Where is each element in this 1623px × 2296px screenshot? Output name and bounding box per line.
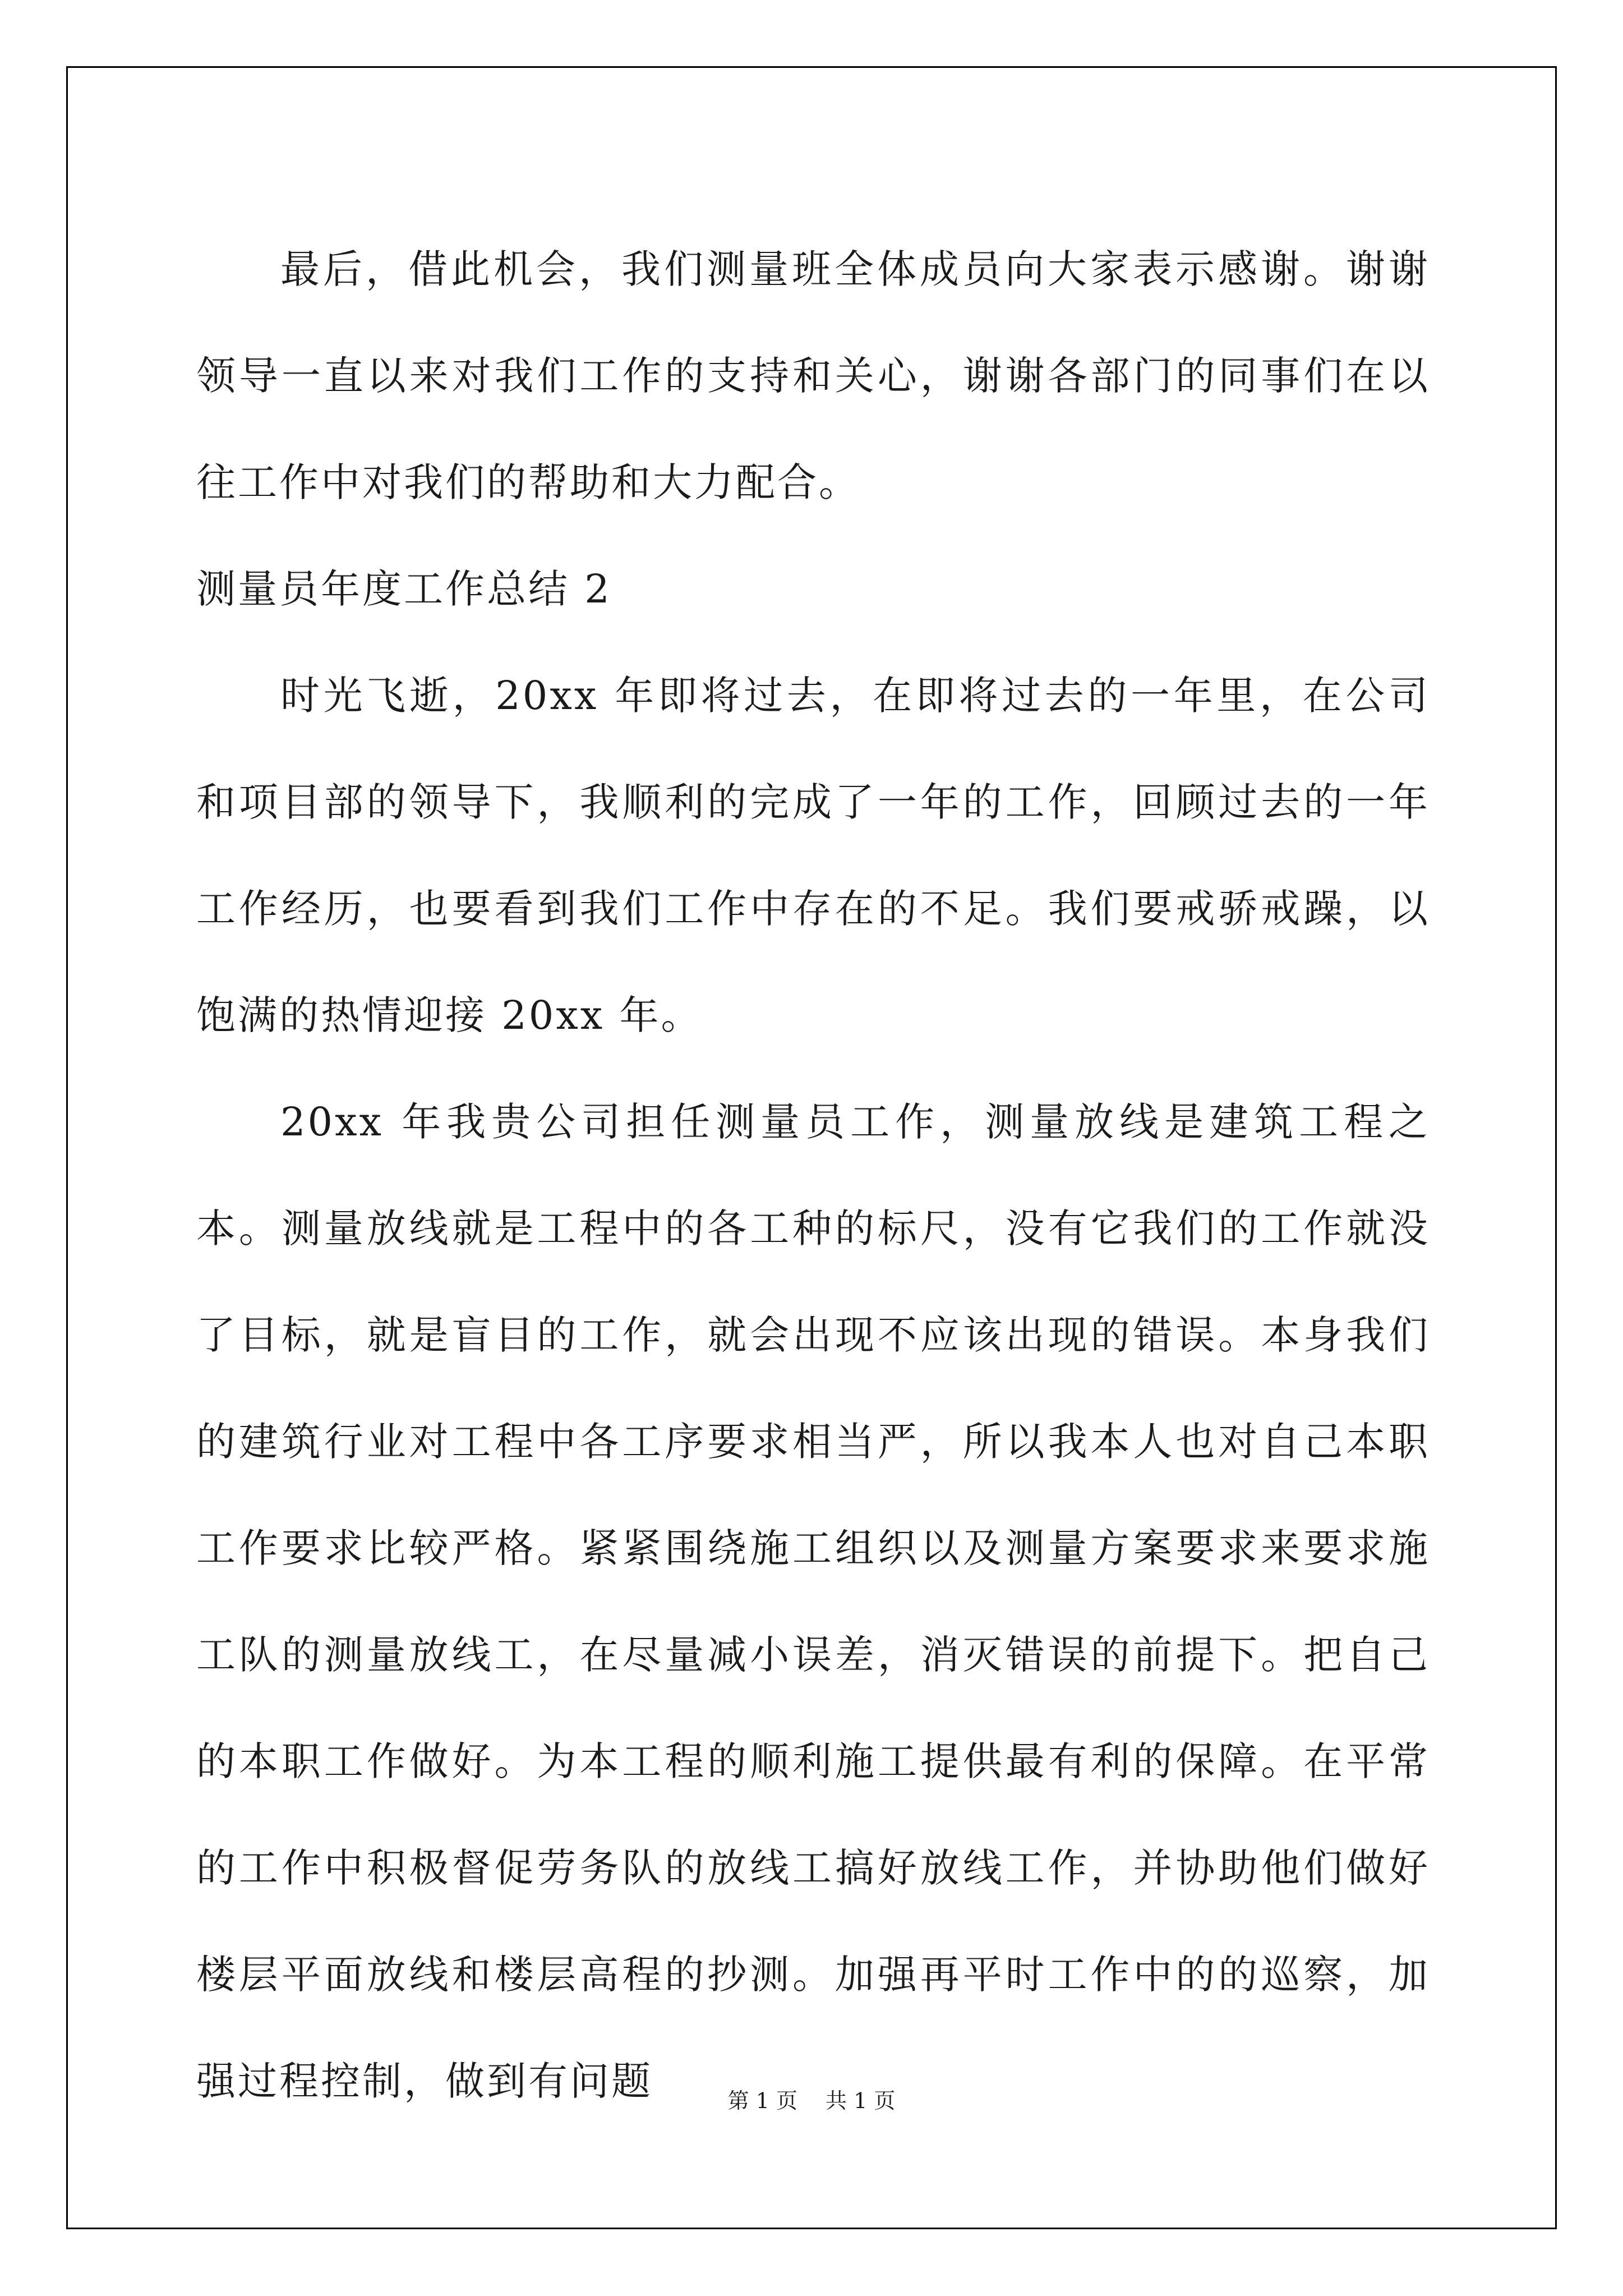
page-footer	[0, 2087, 1623, 2115]
page-number: 第 1 页	[727, 2088, 797, 2113]
paragraph-intro: 时光飞逝，20xx 年即将过去，在即将过去的一年里，在公司和项目部的领导下，我顺利的完成了一年的工作，回顾过去的一年工作经历，也要看到我们工作中存在的不足。我们要戒骄戒躁，以饱满的热情迎接 20xx 年。	[196, 673, 1430, 1038]
document-body	[196, 216, 1430, 2134]
section-heading: 测量员年度工作总结 2	[196, 566, 612, 612]
paragraph-work: 20xx 年我贵公司担任测量员工作，测量放线是建筑工程之本。测量放线就是工程中的各工种的标尺，没有它我们的工作就没了目标，就是盲目的工作，就会出现不应该出现的错误。本身我们的建筑行业对工程中各工序要求相当严，所以我本人也对自己本职工作要求比较严格。紧紧围绕施工组织以及测量方案要求来要求施工队的测量放线工，在尽量减小误差，消灭错误的前提下。把自己的本职工作做好。为本工程的顺利施工提供最有利的保障。在平常的工作中积极督促劳务队的放线工搞好放线工作，并协助他们做好楼层平面放线和楼层高程的抄测。加强再平时工作中的的巡察，加强过程控制，做到有问题	[196, 1099, 1430, 2104]
page-total: 共 1 页	[826, 2088, 896, 2113]
paragraph-thanks: 最后，借此机会，我们测量班全体成员向大家表示感谢。谢谢领导一直以来对我们工作的支持和关心，谢谢各部门的同事们在以往工作中对我们的帮助和大力配合。	[196, 246, 1430, 505]
